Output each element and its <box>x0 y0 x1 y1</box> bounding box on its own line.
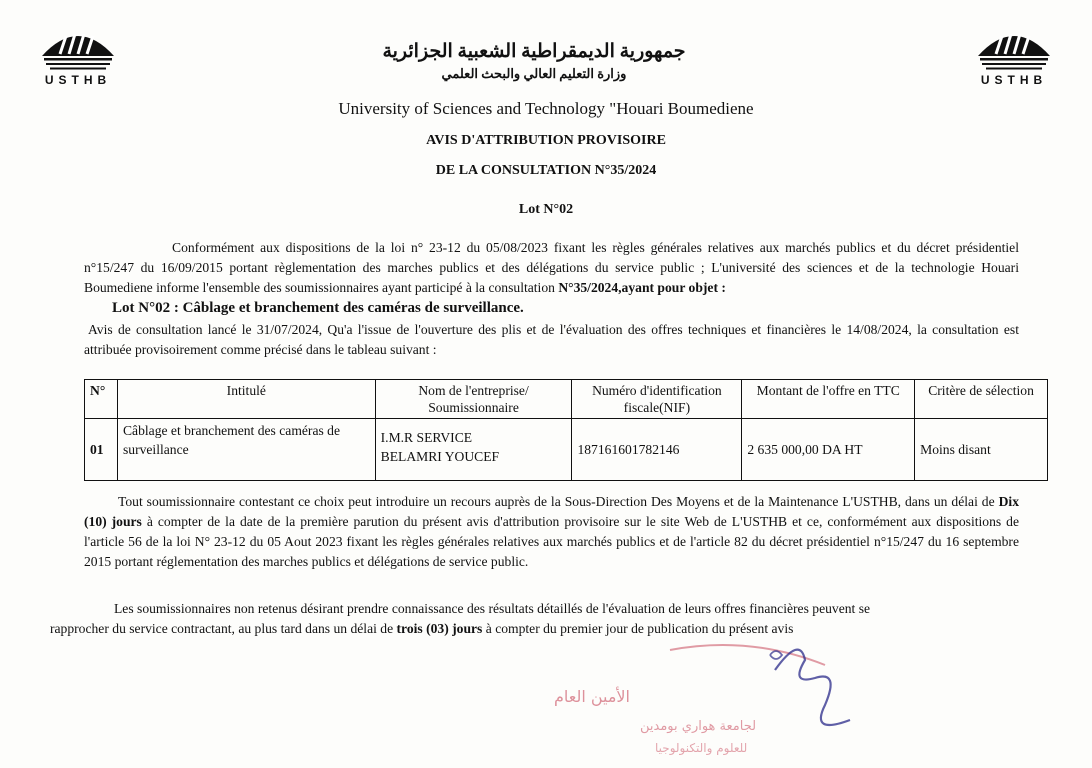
svg-text:للعلوم والتكنولوجيا: للعلوم والتكنولوجيا <box>655 741 748 755</box>
intro-end: ayant pour objet : <box>621 280 726 295</box>
header-arabic-republic: جمهورية الديمقراطية الشعبية الجزائرية <box>382 41 686 62</box>
svg-text:الأمين العام: الأمين العام <box>553 687 630 706</box>
final-text-c: à compter du premier jour de publication du présent avis <box>482 621 794 636</box>
intro-text: Conformément aux dispositions de la loi n° 23-12 du 05/08/2023 fixant les règles générales relatives aux marchés publics et du décret présidentiel n°15/247 du 16/09/2015 portant règlementation des marches publics et des délégations du service public ; L'université des sciences et de la technologie Houari Boumediene informe l'ensemble des soumissionnaires ayant participé à la consultation <box>84 240 1019 295</box>
company-name: I.M.R SERVICE <box>380 430 473 445</box>
cell-entreprise <box>375 419 572 481</box>
object-line: Lot N°02 : Câblage et branchement des caméras de surveillance. <box>112 300 524 316</box>
lot-title: Lot N°02 <box>518 202 574 217</box>
final-line-1: Les soumissionnaires non retenus désirant prendre connaissance des résultats détaillés de l'évaluation de leurs offres financières peuvent se <box>114 601 871 616</box>
final-text-a: rapprocher du service contractant, au plus tard dans un délai de <box>50 621 397 636</box>
intro-paragraph <box>84 238 1019 298</box>
stamp-icon <box>554 645 825 756</box>
consultation-title: DE LA CONSULTATION N°35/2024 <box>435 163 657 178</box>
cell-nif: 187161601782146 <box>572 419 742 481</box>
company-owner: BELAMRI YOUCEF <box>380 449 500 464</box>
appeal-deadline: Dix (10) jours <box>84 494 1019 529</box>
official-stamp-signature <box>553 630 900 765</box>
table-row <box>85 419 1048 481</box>
university-name: University of Sciences and Technology "Houari Boumediene <box>338 99 754 118</box>
cell-no: 01 <box>85 419 118 481</box>
consultation-number: N°35/2024, <box>558 280 622 295</box>
table-header-row <box>85 380 1048 419</box>
header-critere: Critère de sélection <box>915 380 1048 419</box>
logo-text: USTHB <box>44 73 112 87</box>
header-intitule: Intitulé <box>117 380 375 419</box>
attribution-table <box>84 379 1048 481</box>
header-no: N° <box>85 380 118 419</box>
consultation-paragraph: Avis de consultation lancé le 31/07/2024, Qu'a l'issue de l'ouverture des plis et de l'évaluation des offres techniques et financières le 14/08/2024, la consultation est attribuée provisoirement comme précisé dans le tableau suivant : <box>84 322 1019 357</box>
header-montant: Montant de l'offre en TTC <box>742 380 915 419</box>
cell-intitule: Câblage et branchement des caméras de surveillance <box>117 419 375 481</box>
logo-text: USTHB <box>980 73 1048 87</box>
notice-title: AVIS D'ATTRIBUTION PROVISOIRE <box>426 133 666 148</box>
signature-icon <box>770 650 850 725</box>
appeal-text-a: Tout soumissionnaire contestant ce choix peut introduire un recours auprès de la Sous-Direction Des Moyens et de la Maintenance L'USTHB, dans un délai de <box>118 494 999 509</box>
header-nif: Numéro d'identification fiscale(NIF) <box>572 380 742 419</box>
svg-text:لجامعة هواري بومدين: لجامعة هواري بومدين <box>640 719 757 734</box>
cell-montant: 2 635 000,00 DA HT <box>742 419 915 481</box>
appeal-paragraph <box>84 492 1019 572</box>
cell-critere: Moins disant <box>915 419 1048 481</box>
header-arabic-ministry: وزارة التعليم العالي والبحث العلمي <box>441 66 627 81</box>
appeal-text-c: à compter de la date de la première parution du présent avis d'attribution provisoire sur le site Web de L'USTHB et ce, conformément aux dispositions de l'article 56 de la loi N° 23-12 du 05 Aout 2023 fixant les règles générales relatives aux marchés publics et de l'article 82 du décret présidentiel n°15/247 du 16 septembre 2015 portant réglementation des marches publics et délégations de service public. <box>84 514 1019 569</box>
final-deadline: trois (03) jours <box>396 621 483 636</box>
header-entreprise: Nom de l'entreprise/ Soumissionnaire <box>375 380 572 419</box>
